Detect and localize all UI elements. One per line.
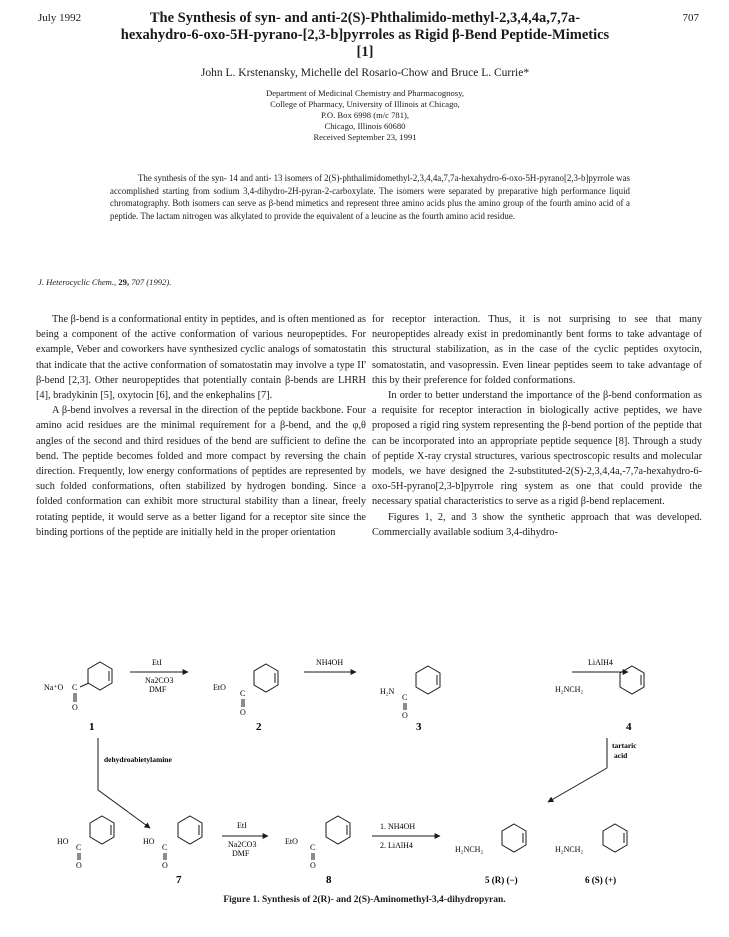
reagent-label: EtI bbox=[152, 658, 162, 667]
group-label: C bbox=[76, 843, 82, 852]
group-label: C bbox=[72, 683, 78, 692]
compound-1 bbox=[44, 662, 112, 733]
group-label: Na⁺O bbox=[44, 683, 64, 692]
paragraph: In order to better understand the importance of the β-bend conformation as a requisite for receptor interaction in biologically active peptides, we have proposed a rigid ring system representing the β-bend portion of the peptide that can be incorporated into an appropriate peptide sequence [8]. Through a study of peptide X-ray crystal structures, various spectroscopic results and molecular models, we have designed the 2-substituted-2(S)-2,3,4,4a,-7,7a-hexahydro-6-oxo-5H-pyrano[2,3-b]pyrrole ring system as one that could provide the necessary spatial characteristics to serve as a rigid β-bend replacement. bbox=[372, 390, 702, 508]
paper-title: The Synthesis of syn- and anti-2(S)-Phthalimido-methyl-2,3,4,4a,7,7a-hexahydro-6-oxo-5H-pyrano-[2,3-b]pyrroles as Rigid β-Bend Peptide-Mimetics [1] bbox=[120, 10, 610, 60]
affiliation-line: P.O. Box 6998 (m/c 781), bbox=[320, 110, 410, 120]
paragraph: Figures 1, 2, and 3 show the synthetic approach that was developed. Commercially available sodium 3,4-dihydro- bbox=[372, 511, 702, 538]
body-column-right bbox=[372, 312, 702, 540]
affiliation-line: Chicago, Illinois 60680 bbox=[324, 121, 406, 131]
reagent-label: DMF bbox=[232, 849, 250, 858]
figure-caption: Figure 1. Synthesis of 2(R)- and 2(S)-Aminomethyl-3,4-dihydropyran. bbox=[223, 895, 506, 905]
reagent-label: acid bbox=[614, 751, 628, 760]
compound-8 bbox=[285, 816, 350, 886]
compound-enantiomer-acid bbox=[57, 816, 114, 870]
compound-2 bbox=[213, 664, 278, 733]
compound-number: 7 bbox=[176, 874, 182, 886]
group-label: O bbox=[402, 711, 408, 720]
group-label: H₂NCH₂ bbox=[455, 845, 484, 854]
reagent-label: 2. LiAlH4 bbox=[380, 841, 413, 850]
group-label: O bbox=[72, 703, 78, 712]
paragraph: A β-bend involves a reversal in the direction of the peptide backbone. Four amino acid residues are the minimal requirement for a β-bend, and the φ,θ angles of the second and third residues of the bend are sufficient to define the bend. The peptide becomes folded and more compact by reversing the chain direction. Frequently, low energy conformations of peptides are represented by such folded conformations, often stabilized by hydrogen bonding. Since a folded conformation can exhibit more structural stability than a linear, freely rotating peptide, it would serve as a better ligand for a receptor site since the binding portions of the peptide are initially held in the proper orientation bbox=[36, 405, 366, 538]
reagent-label: Na2CO3 bbox=[228, 840, 257, 849]
reagent-label: tartaric bbox=[612, 741, 637, 750]
compound-7 bbox=[143, 816, 202, 886]
journal-name: J. Heterocyclic Chem., bbox=[38, 277, 117, 287]
compound-number: 1 bbox=[89, 721, 95, 733]
reagent-label: 1. NH4OH bbox=[380, 822, 416, 831]
reagent-label: EtI bbox=[237, 821, 247, 830]
compound-5 bbox=[455, 824, 526, 885]
group-label: O bbox=[310, 861, 316, 870]
group-label: O bbox=[76, 861, 82, 870]
compound-number: 3 bbox=[416, 721, 422, 733]
group-label: HO bbox=[143, 837, 155, 846]
paragraph: The β-bend is a conformational entity in peptides, and is often mentioned as being a component of the active conformation of various neuropeptides. For example, Veber and coworkers have synthesized cyclic analogs of somatostatin that indicate that the active conformation of somatostatin may involve a type II' β-bend [2,3]. Other neuropeptides that potentially contain β-bends are LHRH [4], bradykinin [5], oxytocin [6], and the enkephalins [7]. bbox=[36, 314, 366, 402]
reagent-label: LiAlH4 bbox=[588, 658, 613, 667]
compound-number: 6 (S) (+) bbox=[585, 875, 617, 885]
compound-4 bbox=[555, 666, 644, 733]
paragraph: for receptor interaction. Thus, it is not surprising to see that many neuropeptides already exist in predominantly bent forms to take advantage of this structural stabilization, as in the case of the cyclic peptides oxytocin, somatostatin, and vasopressin. Even linear peptides seem to take advantage of this by their preference for folded conformations. bbox=[372, 314, 702, 386]
journal-volume: 29, bbox=[118, 277, 130, 287]
reagent-label: DMF bbox=[149, 685, 167, 694]
reagent-label: Na2CO3 bbox=[145, 676, 174, 685]
group-label: EtO bbox=[285, 837, 298, 846]
group-label: O bbox=[162, 861, 168, 870]
group-label: H₂NCH₂ bbox=[555, 845, 584, 854]
compound-number: 2 bbox=[256, 721, 262, 733]
group-label: H₂N bbox=[380, 687, 395, 696]
group-label: C bbox=[162, 843, 168, 852]
authors: John L. Krstenansky, Michelle del Rosario-Chow and Bruce L. Currie* bbox=[200, 67, 530, 79]
journal-pages: 707 (1992). bbox=[131, 277, 172, 287]
compound-3 bbox=[380, 666, 440, 733]
received-date: Received September 23, 1991 bbox=[313, 132, 417, 142]
group-label: C bbox=[310, 843, 316, 852]
affiliation bbox=[150, 88, 580, 143]
body-column-left bbox=[36, 312, 366, 540]
compound-number: 8 bbox=[326, 874, 332, 886]
reagent-label: dehydroabietylamine bbox=[104, 755, 172, 764]
header-date: July 1992 bbox=[38, 12, 82, 24]
reaction-arrow bbox=[98, 790, 150, 828]
reaction-arrow bbox=[548, 768, 607, 802]
reagent-label: NH4OH bbox=[316, 658, 344, 667]
affiliation-line: Department of Medicinal Chemistry and Pharmacognosy, bbox=[265, 88, 464, 98]
page-number: 707 bbox=[682, 12, 699, 24]
group-label: HO bbox=[57, 837, 69, 846]
abstract: The synthesis of the syn- 14 and anti- 13 isomers of 2(S)-phthalimidomethyl-2,3,4,4a,7,7a-hexahydro-6-oxo-5H-pyrano[2,3-b]pyrrole was accomplished starting from sodium 3,4-dihydro-2H-pyran-2-carboxylate. The isomers were separated by preparative high performance liquid chromatography. Both isomers can serve as β-bend mimetics and represent three amino acids plus the amino group of the fourth amino acid of a peptide. The lactam nitrogen was alkylated to provide the equivalent of a leucine as the fourth amino acid residue. bbox=[110, 173, 630, 221]
compound-6 bbox=[555, 824, 627, 885]
compound-number: 5 (R) (−) bbox=[485, 875, 518, 885]
group-label: H₂NCH₂ bbox=[555, 685, 584, 694]
group-label: O bbox=[240, 708, 246, 717]
group-label: C bbox=[240, 689, 246, 698]
group-label: EtO bbox=[213, 683, 226, 692]
compound-number: 4 bbox=[626, 721, 632, 733]
group-label: C bbox=[402, 693, 408, 702]
synthesis-scheme bbox=[0, 650, 729, 895]
citation bbox=[38, 277, 171, 287]
affiliation-line: College of Pharmacy, University of Illinois at Chicago, bbox=[270, 99, 460, 109]
